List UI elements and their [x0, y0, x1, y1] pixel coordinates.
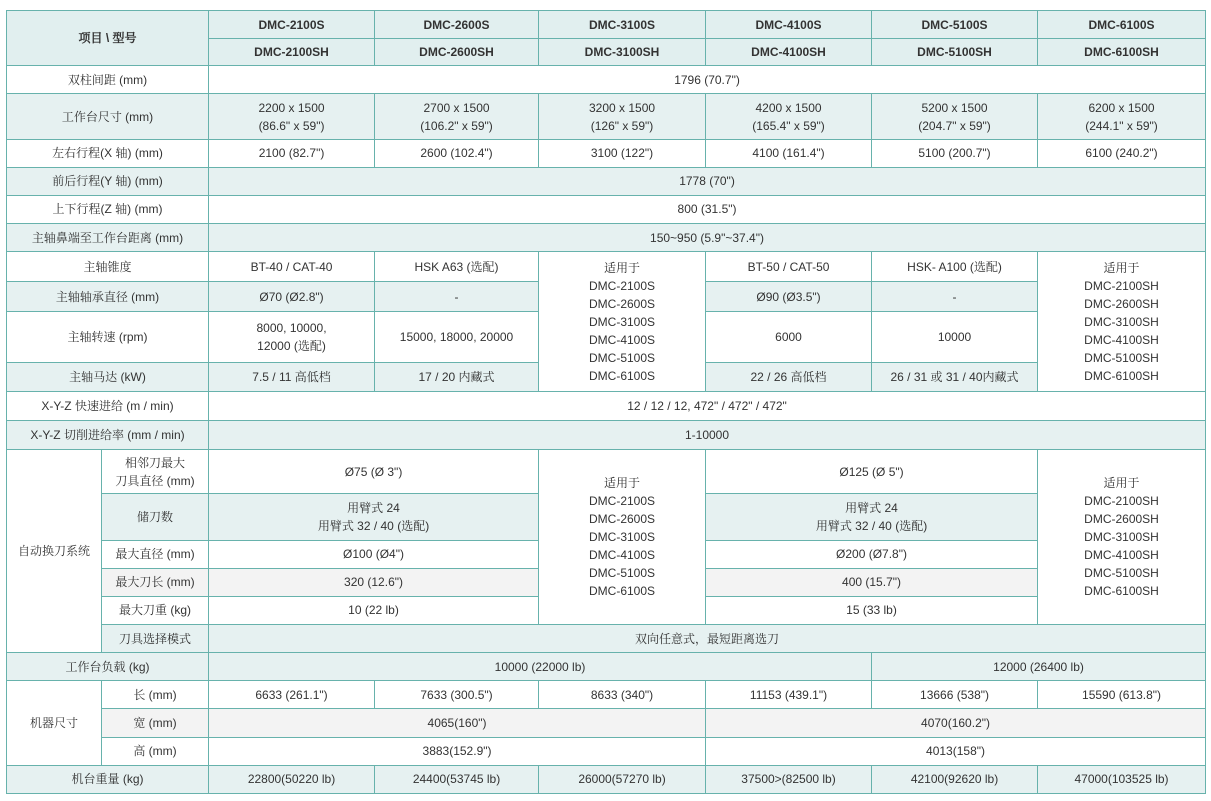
- value-bearing-dia-2: -: [375, 282, 539, 312]
- value-machine-height-a: 3883(152.9"): [209, 737, 706, 765]
- label-atc-max-weight: 最大刀重 (kg): [102, 596, 209, 624]
- label-spindle-nose: 主轴鼻端至工作台距离 (mm): [7, 224, 209, 252]
- label-x-travel: 左右行程(X 轴) (mm): [7, 139, 209, 167]
- label-table-load: 工作台负载 (kg): [7, 653, 209, 681]
- value-atc-max-len-a: 320 (12.6"): [209, 568, 539, 596]
- value-spindle-speed-2: 15000, 18000, 20000: [375, 312, 539, 362]
- value-table-size-1: 2200 x 1500 (86.6" x 59"): [209, 94, 375, 139]
- value-machine-length-2: 7633 (300.5"): [375, 681, 539, 709]
- label-atc: 自动换刀系统: [7, 450, 102, 653]
- model-sh-2: DMC-2600SH: [375, 39, 539, 66]
- value-y-travel: 1778 (70"): [209, 167, 1206, 195]
- label-spindle-speed: 主轴转速 (rpm): [7, 312, 209, 362]
- value-atc-adj-dia-a: Ø75 (Ø 3"): [209, 450, 539, 494]
- value-atc-max-weight-a: 10 (22 lb): [209, 596, 539, 624]
- value-spindle-nose: 150~950 (5.9"~37.4"): [209, 224, 1206, 252]
- label-atc-adj-dia: 相邻刀最大 刀具直径 (mm): [102, 450, 209, 494]
- value-spindle-motor-2: 17 / 20 内藏式: [375, 362, 539, 391]
- value-weight-2: 24400(53745 lb): [375, 765, 539, 793]
- value-spindle-taper-5: HSK- A100 (选配): [872, 252, 1038, 282]
- label-spindle-taper: 主轴锥度: [7, 252, 209, 282]
- value-machine-length-4: 11153 (439.1"): [706, 681, 872, 709]
- value-spindle-motor-5: 26 / 31 或 31 / 40内藏式: [872, 362, 1038, 391]
- value-atc-max-len-b: 400 (15.7"): [706, 568, 1038, 596]
- value-rapid-feed: 12 / 12 / 12, 472" / 472" / 472": [209, 391, 1206, 420]
- value-table-size-4: 4200 x 1500 (165.4" x 59"): [706, 94, 872, 139]
- value-weight-6: 47000(103525 lb): [1038, 765, 1206, 793]
- value-table-load-a: 10000 (22000 lb): [209, 653, 872, 681]
- model-s-4: DMC-4100S: [706, 11, 872, 39]
- value-atc-selection: 双向任意式，最短距离选刀: [209, 625, 1206, 653]
- value-weight-3: 26000(57270 lb): [539, 765, 706, 793]
- header-corner: 项目 \ 型号: [7, 11, 209, 66]
- value-machine-length-5: 13666 (538"): [872, 681, 1038, 709]
- value-machine-height-b: 4013(158"): [706, 737, 1206, 765]
- value-spindle-taper-2: HSK A63 (选配): [375, 252, 539, 282]
- value-atc-adj-dia-b: Ø125 (Ø 5"): [706, 450, 1038, 494]
- value-bearing-dia-4: Ø90 (Ø3.5"): [706, 282, 872, 312]
- applies-sh-spindle: 适用于 DMC-2100SH DMC-2600SH DMC-3100SH DMC-4100SH DMC-5100SH DMC-6100SH: [1038, 252, 1206, 392]
- value-z-travel: 800 (31.5"): [209, 195, 1206, 223]
- model-s-6: DMC-6100S: [1038, 11, 1206, 39]
- value-atc-max-weight-b: 15 (33 lb): [706, 596, 1038, 624]
- value-x-travel-4: 4100 (161.4"): [706, 139, 872, 167]
- value-spindle-speed-4: 6000: [706, 312, 872, 362]
- label-rapid-feed: X-Y-Z 快速进给 (m / min): [7, 391, 209, 420]
- model-sh-3: DMC-3100SH: [539, 39, 706, 66]
- model-s-1: DMC-2100S: [209, 11, 375, 39]
- label-weight: 机台重量 (kg): [7, 765, 209, 793]
- value-table-size-5: 5200 x 1500 (204.7" x 59"): [872, 94, 1038, 139]
- value-x-travel-5: 5100 (200.7"): [872, 139, 1038, 167]
- label-atc-max-dia: 最大直径 (mm): [102, 540, 209, 568]
- model-sh-5: DMC-5100SH: [872, 39, 1038, 66]
- label-atc-selection: 刀具选择模式: [102, 625, 209, 653]
- value-spindle-speed-1: 8000, 10000, 12000 (选配): [209, 312, 375, 362]
- value-spindle-motor-1: 7.5 / 11 高低档: [209, 362, 375, 391]
- value-x-travel-2: 2600 (102.4"): [375, 139, 539, 167]
- label-atc-max-len: 最大刀长 (mm): [102, 568, 209, 596]
- label-y-travel: 前后行程(Y 轴) (mm): [7, 167, 209, 195]
- value-weight-1: 22800(50220 lb): [209, 765, 375, 793]
- label-machine-size: 机器尺寸: [7, 681, 102, 765]
- value-machine-length-3: 8633 (340"): [539, 681, 706, 709]
- value-spindle-speed-5: 10000: [872, 312, 1038, 362]
- value-spindle-motor-4: 22 / 26 高低档: [706, 362, 872, 391]
- value-table-size-2: 2700 x 1500 (106.2" x 59"): [375, 94, 539, 139]
- value-atc-capacity-b: 用臂式 24 用臂式 32 / 40 (选配): [706, 494, 1038, 540]
- label-table-size: 工作台尺寸 (mm): [7, 94, 209, 139]
- applies-s-spindle: 适用于 DMC-2100S DMC-2600S DMC-3100S DMC-4100S DMC-5100S DMC-6100S: [539, 252, 706, 392]
- label-atc-capacity: 储刀数: [102, 494, 209, 540]
- value-atc-capacity-a: 用臂式 24 用臂式 32 / 40 (选配): [209, 494, 539, 540]
- value-table-size-6: 6200 x 1500 (244.1" x 59"): [1038, 94, 1206, 139]
- model-s-3: DMC-3100S: [539, 11, 706, 39]
- value-spindle-taper-4: BT-50 / CAT-50: [706, 252, 872, 282]
- value-spindle-taper-1: BT-40 / CAT-40: [209, 252, 375, 282]
- value-bearing-dia-1: Ø70 (Ø2.8"): [209, 282, 375, 312]
- model-sh-6: DMC-6100SH: [1038, 39, 1206, 66]
- value-machine-width-a: 4065(160"): [209, 709, 706, 737]
- value-bearing-dia-5: -: [872, 282, 1038, 312]
- value-weight-5: 42100(92620 lb): [872, 765, 1038, 793]
- value-cutting-feed: 1-10000: [209, 421, 1206, 450]
- value-machine-length-6: 15590 (613.8"): [1038, 681, 1206, 709]
- value-weight-4: 37500>(82500 lb): [706, 765, 872, 793]
- value-machine-length-1: 6633 (261.1"): [209, 681, 375, 709]
- label-z-travel: 上下行程(Z 轴) (mm): [7, 195, 209, 223]
- value-x-travel-3: 3100 (122"): [539, 139, 706, 167]
- value-x-travel-6: 6100 (240.2"): [1038, 139, 1206, 167]
- label-column-distance: 双柱间距 (mm): [7, 66, 209, 94]
- value-table-load-b: 12000 (26400 lb): [872, 653, 1206, 681]
- value-column-distance: 1796 (70.7"): [209, 66, 1206, 94]
- value-table-size-3: 3200 x 1500 (126" x 59"): [539, 94, 706, 139]
- value-machine-width-b: 4070(160.2"): [706, 709, 1206, 737]
- label-machine-width: 宽 (mm): [102, 709, 209, 737]
- applies-s-atc: 适用于 DMC-2100S DMC-2600S DMC-3100S DMC-4100S DMC-5100S DMC-6100S: [539, 450, 706, 625]
- label-spindle-motor: 主轴马达 (kW): [7, 362, 209, 391]
- model-sh-1: DMC-2100SH: [209, 39, 375, 66]
- value-atc-max-dia-b: Ø200 (Ø7.8"): [706, 540, 1038, 568]
- value-atc-max-dia-a: Ø100 (Ø4"): [209, 540, 539, 568]
- spec-table: [6, 10, 1206, 794]
- label-machine-height: 高 (mm): [102, 737, 209, 765]
- label-cutting-feed: X-Y-Z 切削进给率 (mm / min): [7, 421, 209, 450]
- applies-sh-atc: 适用于 DMC-2100SH DMC-2600SH DMC-3100SH DMC-4100SH DMC-5100SH DMC-6100SH: [1038, 450, 1206, 625]
- model-s-5: DMC-5100S: [872, 11, 1038, 39]
- model-s-2: DMC-2600S: [375, 11, 539, 39]
- label-bearing-dia: 主轴轴承直径 (mm): [7, 282, 209, 312]
- label-machine-length: 长 (mm): [102, 681, 209, 709]
- value-x-travel-1: 2100 (82.7"): [209, 139, 375, 167]
- model-sh-4: DMC-4100SH: [706, 39, 872, 66]
